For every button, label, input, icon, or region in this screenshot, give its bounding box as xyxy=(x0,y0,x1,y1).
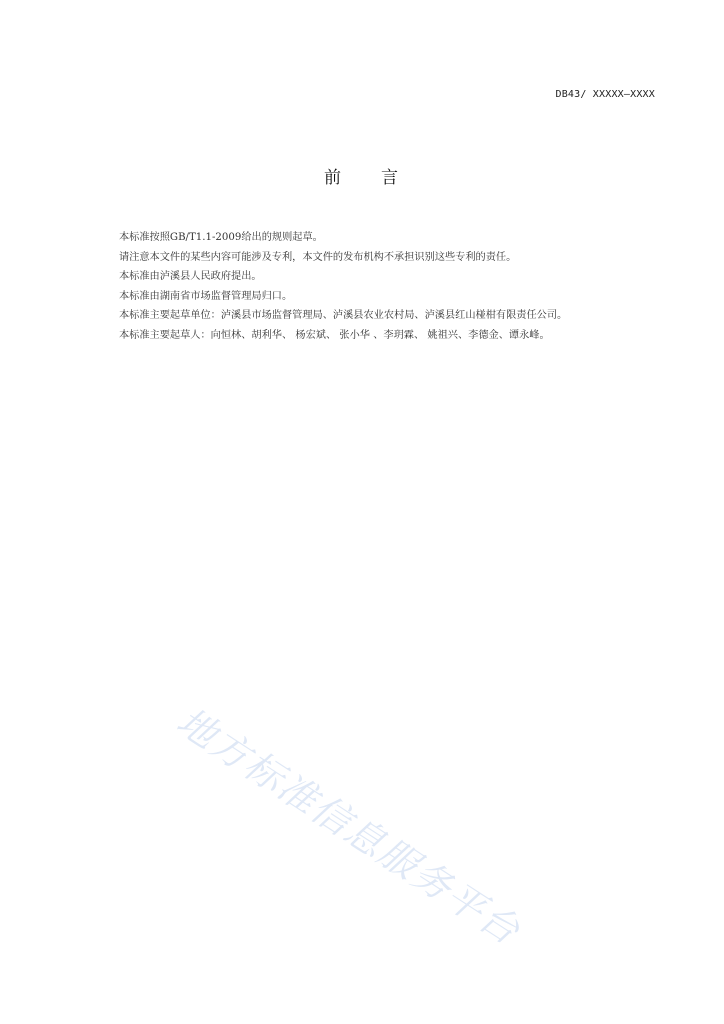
foreword-body xyxy=(86,228,658,345)
paragraph-patent-notice: 请注意本文件的某些内容可能涉及专利，本文件的发布机构不承担识别这些专利的责任。 xyxy=(119,251,517,263)
paragraph-drafters: 本标准主要起草人：向恒林、胡利华、 杨宏斌、 张小华 、李玥霖、 姚祖兴、李德金、谭永峰。 xyxy=(119,329,550,341)
paragraph-drafting-units: 本标准主要起草单位：泸溪县市场监督管理局、泸溪县农业农村局、泸溪县红山椪柑有限责任公司。 xyxy=(119,310,568,321)
paragraph-drafting-rules: 本标准按照GB/T1.1-2009给出的规则起草。 xyxy=(119,232,323,243)
document-code: DB43/ XXXXX—XXXX xyxy=(555,89,655,100)
paragraph-proposer: 本标准由泸溪县人民政府提出。 xyxy=(119,271,262,282)
section-title: 前 言 xyxy=(324,168,400,188)
watermark: 地方标准信息服务平台 xyxy=(169,698,529,954)
paragraph-administrator: 本标准由湖南省市场监督管理局归口。 xyxy=(119,290,293,302)
